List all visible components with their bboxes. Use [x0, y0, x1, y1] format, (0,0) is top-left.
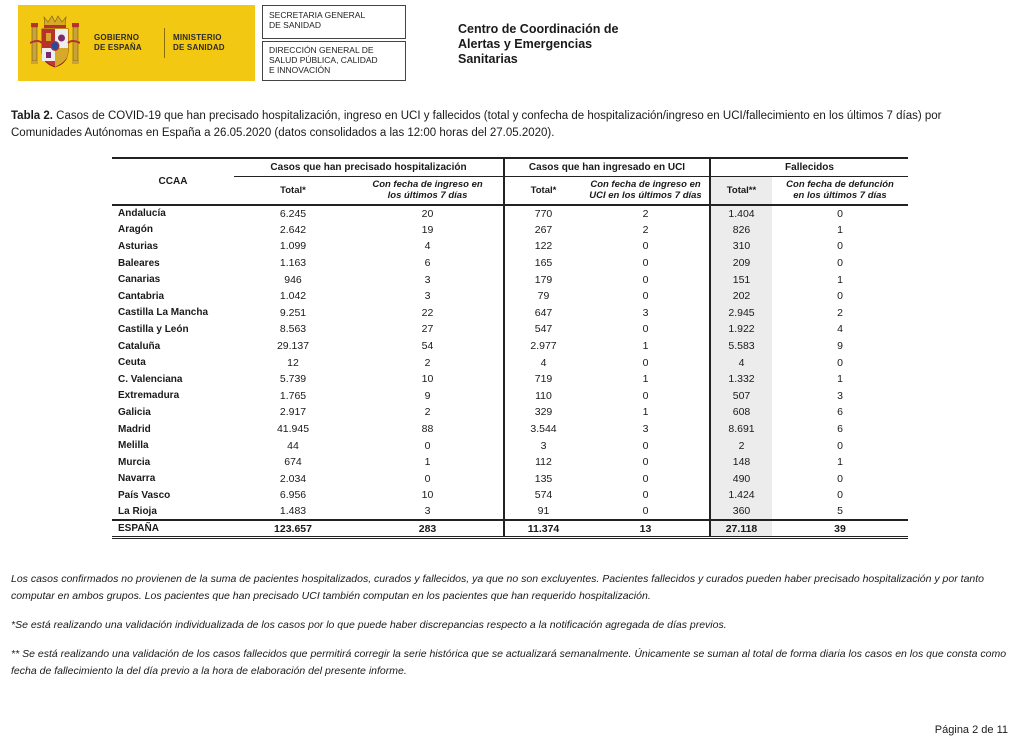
fall-total-cell: 151 [710, 271, 772, 288]
table-row [112, 321, 908, 338]
uci-7d-line-1: Con fecha de ingreso en [590, 179, 701, 191]
hosp-total-cell: 44 [287, 439, 299, 452]
note-general: Los casos confirmados no provienen de la suma de pacientes hospitalizados, curados y fallecidos, ya que no son excluyentes. Pacientes fallecidos y curados pueden haber precisado hospitalización y por tanto computar en ambos grupos. Los pacientes que han precisado UCI también computan en los pacientes que han requerido hospitalización. [11, 573, 985, 602]
uci-total-cell: 79 [504, 288, 582, 305]
uci-7d-cell: 0 [642, 389, 649, 402]
uci-total-header [504, 176, 582, 205]
fall-7d-cell: 0 [837, 489, 843, 502]
hosp-7d-cell: 3 [424, 290, 431, 303]
table-row [112, 487, 908, 504]
uci-total-cell: 122 [504, 238, 582, 255]
note-double-asterisk: ** Se está realizando una validación de los casos fallecidos que permitirá corregir la serie histórica que se actualizará semanalmente. Únicamente se suman al total de forma diaria los casos en los que consta como fecha de fallecimiento la del día previo a la hora de elaboración del presente informe. [11, 648, 1007, 677]
uci-total-cell: 4 [504, 354, 582, 371]
hosp-total-cell: 2.917 [279, 406, 307, 419]
footnotes [11, 571, 1011, 692]
hosp-total-cell: 6.245 [279, 207, 307, 220]
fall-7d-line-1: Con fecha de defunción [786, 179, 894, 191]
dg-line-2: SALUD PÚBLICA, CALIDAD [269, 55, 378, 65]
total-uci: 11.374 [504, 520, 582, 537]
fall-7d-cell: 9 [837, 340, 843, 353]
table-row [112, 305, 908, 322]
fall-7d-line-2: en los últimos 7 días [793, 190, 887, 202]
total-row [112, 520, 908, 537]
table-caption [11, 108, 1011, 142]
fall-7d-cell: 6 [837, 423, 843, 436]
ccaa-cell: Murcia [118, 456, 151, 468]
uci-total-cell: 547 [504, 321, 582, 338]
fall-total-cell: 5.583 [710, 338, 772, 355]
uci-7d-cell: 2 [642, 207, 649, 220]
government-label [94, 33, 156, 53]
hosp-total-cell: 1.163 [279, 257, 307, 270]
hosp-7d-cell: 27 [421, 323, 434, 336]
hosp-total-cell: 1.042 [279, 290, 307, 303]
fall-total-cell: 608 [710, 404, 772, 421]
fall-7d-header [772, 176, 908, 205]
uci-7d-cell: 0 [642, 505, 649, 518]
hosp-7d-cell: 22 [421, 306, 434, 319]
uci-group-header: Casos que han ingresado en UCI [504, 158, 710, 176]
hosp-total-cell: 12 [287, 356, 299, 369]
hosp-total-cell: 2.642 [279, 223, 307, 236]
hosp-total-cell: 9.251 [279, 306, 307, 319]
uci-7d-cell: 0 [642, 489, 649, 502]
hosp-7d-cell: 1 [424, 456, 431, 469]
uci-total-cell: 719 [504, 371, 582, 388]
fall-total-cell: 310 [710, 238, 772, 255]
uci-7d-header [582, 176, 710, 205]
ccaa-cell: Aragón [118, 224, 153, 236]
fall-total-cell: 1.922 [710, 321, 772, 338]
uci-7d-cell: 0 [642, 456, 649, 469]
uci-7d-cell: 0 [642, 273, 649, 286]
gov-line-1: GOBIERNO [94, 33, 140, 42]
ccaa-cell: País Vasco [118, 489, 171, 501]
fall-7d-cell: 0 [837, 207, 843, 220]
fall-7d-cell: 1 [837, 456, 843, 469]
hosp-group-header: Casos que han precisado hospitalización [234, 158, 504, 176]
hosp-total-cell: 29.137 [276, 340, 310, 353]
direccion-general-box [262, 41, 406, 81]
table-row [112, 354, 908, 371]
table-row [112, 205, 908, 222]
uci-7d-cell: 1 [642, 340, 649, 353]
hosp-7d-cell: 10 [421, 489, 434, 502]
fall-total-label: Total** [726, 184, 757, 196]
uci-7d-line-2: UCI en los últimos 7 días [589, 190, 702, 202]
fall-7d-cell: 0 [837, 439, 843, 452]
table-row [112, 388, 908, 405]
ccaa-cell: Canarias [118, 274, 161, 286]
table-row [112, 288, 908, 305]
logo-divider [164, 28, 165, 58]
fall-7d-cell: 6 [837, 406, 843, 419]
fall-total-cell: 490 [710, 471, 772, 488]
uci-7d-cell: 1 [642, 373, 649, 386]
uci-total-cell: 2.977 [504, 338, 582, 355]
hosp-total-cell: 1.483 [279, 505, 307, 518]
hosp-7d-cell: 3 [424, 505, 431, 518]
secretaria-line-1: SECRETARIA GENERAL [269, 10, 366, 20]
uci-total-cell: 267 [504, 222, 582, 239]
ccaa-cell: Melilla [118, 440, 149, 452]
ccaa-cell: Navarra [118, 473, 156, 485]
fall-7d-cell: 0 [837, 472, 843, 485]
total-fall-7d: 39 [772, 520, 908, 537]
dg-line-1: DIRECCIÓN GENERAL DE [269, 45, 374, 55]
table-caption-text: Casos de COVID-19 que han precisado hospitalización, ingreso en UCI y fallecidos (total y confecha de hospitalización/ingreso en UCI/fallecimiento en los últimos 7 días) por Comunidades Autónomas en España a 26.05.2020 (datos consolidados a las 12:00 horas del 27.05.2020). [11, 110, 942, 139]
uci-total-cell: 165 [504, 255, 582, 272]
ccaa-cell: Extremadura [118, 390, 180, 402]
fall-7d-cell: 5 [837, 505, 843, 518]
center-title-line-2: Alertas y Emergencias [458, 37, 593, 51]
table-row [112, 338, 908, 355]
hosp-total-header [234, 176, 352, 205]
hosp-7d-cell: 6 [424, 257, 431, 270]
hosp-total-cell: 1.099 [279, 240, 307, 253]
hosp-total-cell: 674 [284, 456, 302, 469]
uci-total-cell: 91 [504, 504, 582, 521]
table-body [112, 205, 908, 520]
uci-7d-cell: 1 [642, 406, 649, 419]
hosp-total-cell: 41.945 [276, 423, 310, 436]
fall-total-cell: 1.424 [710, 487, 772, 504]
uci-total-cell: 3.544 [504, 421, 582, 438]
hosp-7d-cell: 4 [424, 240, 431, 253]
coat-of-arms-icon [30, 13, 80, 73]
total-fall: 27.118 [710, 520, 772, 537]
ministry-label [173, 33, 243, 53]
hosp-7d-cell: 0 [424, 472, 431, 485]
fall-7d-cell: 4 [837, 323, 843, 336]
hosp-7d-line-2: los últimos 7 días [387, 190, 468, 202]
hosp-total-cell: 1.765 [279, 389, 307, 402]
ministry-line-2: DE SANIDAD [173, 43, 225, 52]
ccaa-cell: Galicia [118, 406, 151, 418]
table-row [112, 271, 908, 288]
table-caption-label: Tabla 2. [11, 110, 53, 122]
table-row [112, 471, 908, 488]
uci-7d-cell: 0 [642, 240, 649, 253]
uci-7d-cell: 0 [642, 257, 649, 270]
uci-total-cell: 770 [504, 205, 582, 222]
gov-line-2: DE ESPAÑA [94, 43, 142, 52]
table-row [112, 238, 908, 255]
table-row [112, 421, 908, 438]
hosp-7d-cell: 54 [421, 340, 434, 353]
center-title-line-3: Sanitarias [458, 52, 518, 66]
ccaa-cell: C. Valenciana [118, 373, 183, 385]
hosp-total-cell: 6.956 [279, 489, 307, 502]
ccaa-cell: Andalucía [118, 208, 166, 220]
uci-total-cell: 112 [504, 454, 582, 471]
hosp-total-cell: 8.563 [279, 323, 307, 336]
ministry-line-1: MINISTERIO [173, 33, 222, 42]
hosp-total-cell: 2.034 [279, 472, 307, 485]
fall-7d-cell: 0 [837, 257, 843, 270]
uci-total-cell: 179 [504, 271, 582, 288]
ccaa-cell: Baleares [118, 257, 160, 269]
uci-total-cell: 135 [504, 471, 582, 488]
ccaa-cell: Madrid [118, 423, 151, 435]
fall-total-cell: 826 [710, 222, 772, 239]
covid-table [112, 157, 908, 539]
uci-7d-cell: 0 [642, 472, 649, 485]
table-row [112, 504, 908, 521]
hosp-7d-cell: 3 [424, 273, 431, 286]
hosp-7d-cell: 19 [421, 223, 434, 236]
uci-total-cell: 574 [504, 487, 582, 504]
uci-7d-cell: 0 [642, 290, 649, 303]
fall-7d-cell: 2 [837, 306, 843, 319]
hosp-total-label: Total* [280, 184, 306, 196]
ccaa-cell: Cantabria [118, 290, 165, 302]
hosp-7d-cell: 10 [421, 373, 434, 386]
uci-7d-cell: 2 [642, 223, 649, 236]
fall-total-cell: 2.945 [710, 305, 772, 322]
table-row [112, 255, 908, 272]
total-ccaa: ESPAÑA [112, 520, 234, 537]
ccaa-cell: Cataluña [118, 340, 161, 352]
fall-7d-cell: 3 [837, 389, 843, 402]
dg-line-3: E INNOVACIÓN [269, 65, 331, 75]
ccaa-cell: Ceuta [118, 357, 146, 369]
hosp-7d-cell: 2 [424, 356, 431, 369]
fall-total-header [710, 176, 772, 205]
center-title [458, 22, 678, 67]
note-asterisk: *Se está realizando una validación individualizada de los casos por lo que puede haber discrepancias respecto a la notificación agregada de días previos. [11, 619, 727, 631]
fall-total-cell: 4 [710, 354, 772, 371]
fall-7d-cell: 1 [837, 223, 843, 236]
uci-total-cell: 3 [504, 437, 582, 454]
fall-total-cell: 8.691 [710, 421, 772, 438]
fall-total-cell: 360 [710, 504, 772, 521]
total-hosp: 123.657 [234, 520, 352, 537]
center-title-line-1: Centro de Coordinación de [458, 22, 619, 36]
total-hosp-7d: 283 [352, 520, 504, 537]
ccaa-header: CCAA [112, 158, 234, 205]
uci-total-label: Total* [530, 184, 557, 196]
hosp-7d-header [352, 176, 504, 205]
hosp-7d-cell: 2 [424, 406, 431, 419]
ccaa-cell: Castilla y León [118, 323, 189, 335]
uci-7d-cell: 0 [642, 356, 649, 369]
table-row [112, 222, 908, 239]
secretaria-line-2: DE SANIDAD [269, 20, 321, 30]
fall-7d-cell: 0 [837, 240, 843, 253]
fall-total-cell: 2 [710, 437, 772, 454]
ccaa-cell: Asturias [118, 240, 159, 252]
fall-7d-cell: 0 [837, 290, 843, 303]
hosp-7d-cell: 88 [421, 423, 434, 436]
uci-total-cell: 647 [504, 305, 582, 322]
fall-total-cell: 148 [710, 454, 772, 471]
total-uci-7d: 13 [582, 520, 710, 537]
uci-7d-cell: 3 [642, 306, 649, 319]
fall-total-cell: 507 [710, 388, 772, 405]
uci-7d-cell: 0 [642, 439, 649, 452]
fall-total-cell: 202 [710, 288, 772, 305]
ccaa-cell: La Rioja [118, 505, 157, 517]
hosp-7d-cell: 0 [424, 439, 431, 452]
uci-7d-cell: 0 [642, 323, 649, 336]
table-row [112, 371, 908, 388]
table-row [112, 404, 908, 421]
hosp-7d-line-1: Con fecha de ingreso en [372, 179, 483, 191]
fall-7d-cell: 1 [837, 273, 843, 286]
fall-7d-cell: 1 [837, 373, 843, 386]
page-number: Página 2 de 11 [934, 724, 1008, 736]
fall-7d-cell: 0 [837, 356, 843, 369]
ccaa-cell: Castilla La Mancha [118, 307, 209, 319]
secretaria-box [262, 5, 406, 39]
hosp-7d-cell: 20 [421, 207, 434, 220]
table-row [112, 454, 908, 471]
table-row [112, 437, 908, 454]
uci-7d-cell: 3 [642, 423, 649, 436]
uci-total-cell: 110 [504, 388, 582, 405]
uci-total-cell: 329 [504, 404, 582, 421]
fall-total-cell: 1.404 [710, 205, 772, 222]
fall-group-header: Fallecidos [710, 158, 908, 176]
fall-total-cell: 209 [710, 255, 772, 272]
hosp-total-cell: 5.739 [279, 373, 307, 386]
hosp-7d-cell: 9 [424, 389, 431, 402]
hosp-total-cell: 946 [284, 273, 302, 286]
government-logo [18, 5, 255, 81]
fall-total-cell: 1.332 [710, 371, 772, 388]
